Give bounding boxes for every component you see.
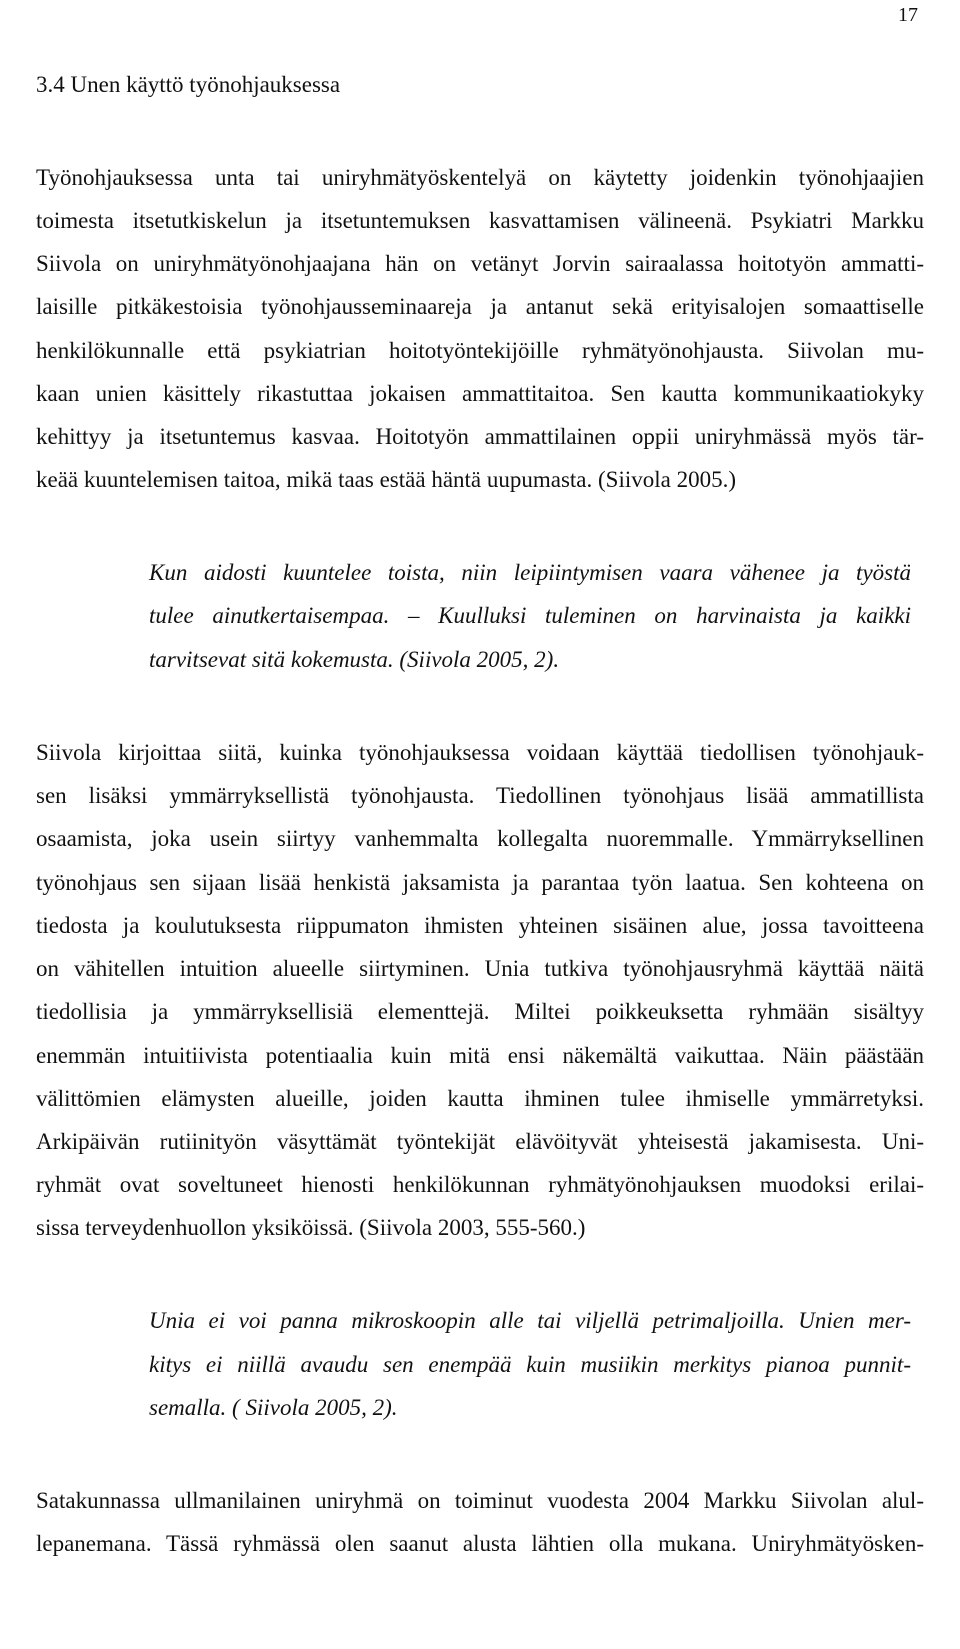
text-line: sen lisäksi ymmärryksellistä työnohjausta. Tiedollinen työnohjaus lisää ammatillista [36, 783, 924, 808]
quote-line: Kun aidosti kuuntelee toista, niin leipiintymisen vaara vähenee ja työstä [149, 560, 911, 585]
text-line: on vähitellen intuition alueelle siirtyminen. Unia tutkiva työnohjausryhmä käyttää näitä [36, 956, 924, 981]
quote-line: Unia ei voi panna mikroskoopin alle tai viljellä petrimaljoilla. Unien mer- [149, 1308, 911, 1333]
text-line: lepanemana. Tässä ryhmässä olen saanut alusta lähtien olla mukana. Uniryhmätyösken- [36, 1531, 924, 1556]
quote-line: semalla. ( Siivola 2005, 2). [149, 1395, 398, 1420]
text-line: Siivola kirjoittaa siitä, kuinka työnohjauksessa voidaan käyttää tiedollisen työnohjauk- [36, 740, 924, 765]
text-line: Arkipäivän rutiinityön väsyttämät työntekijät elävöityvät yhteisestä jakamisesta. Uni- [36, 1129, 924, 1154]
text-line: kaan unien käsittely rikastuttaa jokaisen ammattitaitoa. Sen kautta kommunikaatiokyky [36, 381, 924, 406]
text-line: toimesta itsetutkiskelun ja itsetuntemuksen kasvattamisen välineenä. Psykiatri Markku [36, 208, 924, 233]
text-line: Työnohjauksessa unta tai uniryhmätyöskentelyä on käytetty joidenkin työnohjaajien [36, 165, 924, 190]
text-line: tiedosta ja koulutuksesta riippumaton ihmisten yhteinen sisäinen alue, jossa tavoitteena [36, 913, 924, 938]
page-number: 17 [898, 4, 918, 26]
text-line: välittömien elämysten alueille, joiden kautta ihminen tulee ihmiselle ymmärretyksi. [36, 1086, 924, 1111]
section-heading: 3.4 Unen käyttö työnohjauksessa [36, 72, 341, 97]
text-line: laisille pitkäkestoisia työnohjausseminaareja ja antanut sekä erityisalojen somaattiselle [36, 294, 924, 319]
text-line: Siivola on uniryhmätyönohjaajana hän on vetänyt Jorvin sairaalassa hoitotyön ammatti- [36, 251, 924, 276]
text-line: enemmän intuitiivista potentiaalia kuin mitä ensi näkemältä vaikuttaa. Näin päästään [36, 1043, 924, 1068]
quote-line: tulee ainutkertaisempaa. – Kuulluksi tuleminen on harvinaista ja kaikki [149, 603, 911, 628]
text-line: työnohjaus sen sijaan lisää henkistä jaksamista ja parantaa työn laatua. Sen kohteena on [36, 870, 924, 895]
text-line: ryhmät ovat soveltuneet hienosti henkilökunnan ryhmätyönohjauksen muodoksi erilai- [36, 1172, 924, 1197]
text-line: sissa terveydenhuollon yksiköissä. (Siivola 2003, 555-560.) [36, 1215, 586, 1240]
text-line: osaamista, joka usein siirtyy vanhemmalta kollegalta nuoremmalle. Ymmärryksellinen [36, 826, 924, 851]
text-line: Satakunnassa ullmanilainen uniryhmä on toiminut vuodesta 2004 Markku Siivolan alul- [36, 1488, 924, 1513]
quote-line: kitys ei niillä avaudu sen enempää kuin musiikin merkitys pianoa punnit- [149, 1352, 911, 1377]
text-line: henkilökunnalle että psykiatrian hoitotyöntekijöille ryhmätyönohjausta. Siivolan mu- [36, 338, 924, 363]
text-line: tiedollisia ja ymmärryksellisiä elementtejä. Miltei poikkeuksetta ryhmään sisältyy [36, 999, 924, 1024]
quote-line: tarvitsevat sitä kokemusta. (Siivola 2005, 2). [149, 647, 560, 672]
text-line: kehittyy ja itsetuntemus kasvaa. Hoitotyön ammattilainen oppii uniryhmässä myös tär- [36, 424, 924, 449]
text-line: keää kuuntelemisen taitoa, mikä taas estää häntä uupumasta. (Siivola 2005.) [36, 467, 737, 492]
